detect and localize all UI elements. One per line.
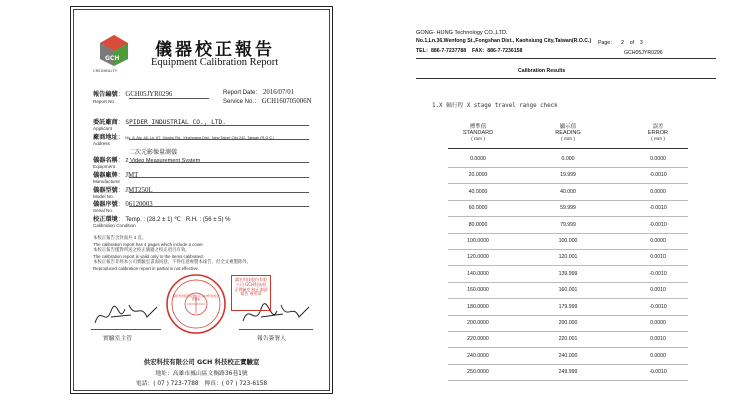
table-cell-standard: 160.0000 — [467, 287, 489, 294]
table-row-rule — [448, 315, 688, 316]
footer-address: 地址：高雄市鳳山區文衡路36巷1號 — [155, 371, 248, 377]
table-cell-reading: 79.999 — [560, 221, 576, 228]
table-cell-error: 0.0010 — [650, 254, 666, 261]
model-label-en: Model No. — [93, 194, 114, 199]
report-date-row: Report Date： 2016/07/01 — [223, 89, 294, 96]
table-row-rule — [448, 380, 688, 381]
page-of: of — [629, 40, 635, 46]
signature-left-icon — [91, 299, 161, 329]
page-total: 3 — [639, 40, 643, 46]
note-pages-zh: 本校正報告含封面共 — [93, 236, 133, 241]
rh-value: (56 ± 5) % — [202, 217, 231, 223]
square-stamp-icon — [231, 275, 271, 311]
service-no-row: Service No.： GCH160705006N — [223, 98, 312, 105]
fax-value: 886-7-7236158 — [487, 48, 523, 54]
note-pages-en: The calibration report has — [93, 241, 143, 247]
header-rule — [416, 58, 716, 59]
signature-left-line — [91, 329, 161, 330]
gch-logo-icon — [97, 33, 131, 67]
address-value: No. 8, Aly. 48, Ln. 67, Xinshu Rd., Xinzhuang Dist., New Taipei City 242, Taiwan (R.O.C.) — [125, 136, 275, 140]
col-head-reading — [538, 124, 598, 143]
table-cell-standard: 180.0000 — [467, 303, 489, 310]
rh-label: R.H. : — [185, 217, 202, 223]
manufacturer-underline — [129, 177, 309, 178]
table-row-rule — [448, 200, 688, 201]
temp-label: Temp. : — [125, 217, 146, 223]
table-cell-standard: 220.0000 — [467, 336, 489, 343]
address-label-zh: 廠商地址 — [93, 134, 118, 141]
table-cell-error: 0.0010 — [650, 287, 666, 294]
applicant-row: 委託廠商： SPIDER INDUSTRIAL CO., LTD. — [93, 119, 227, 126]
report-company: GONG- HUNG Technology CO.,LTD. — [416, 30, 508, 36]
applicant-label-en: Applicant — [93, 126, 112, 131]
report-no-label-zh: 報告編號 — [93, 91, 118, 98]
table-cell-standard: 60.0000 — [468, 205, 488, 212]
table-cell-error: 0.0000 — [650, 188, 666, 195]
report-no-label-en: Report No. — [93, 99, 116, 104]
results-rule — [416, 78, 716, 79]
model-underline — [129, 192, 309, 193]
round-seal-icon — [165, 273, 227, 335]
table-row-rule — [448, 167, 688, 168]
certificate-title-en: Equipment Calibration Report — [151, 57, 279, 68]
table-row-rule — [448, 331, 688, 332]
col-error-zh: 誤差 — [652, 124, 664, 130]
equipment-underline — [129, 162, 309, 163]
note-pages-en-end: pages which include a cover. — [147, 241, 204, 247]
page-label: Page： — [598, 40, 616, 46]
col-error-en: ERROR — [647, 130, 669, 137]
note-pages-count-zh: 4 — [133, 235, 137, 240]
table-row-rule — [448, 183, 688, 184]
report-no-value: GCH05JYR0296 — [125, 91, 173, 98]
serial-label-en: Serial No. — [93, 208, 114, 213]
applicant-value: SPIDER INDUSTRIAL CO., LTD. — [125, 119, 227, 126]
table-row-rule — [448, 282, 688, 283]
col-standard-zh: 標準值 — [469, 124, 487, 130]
address-underline — [129, 139, 309, 140]
table-cell-reading: 40.000 — [560, 188, 576, 195]
note-valid-zh: 本校正報告僅對所送之校正儀器之校正項目有效。 — [93, 248, 190, 253]
table-cell-standard: 120.0000 — [467, 254, 489, 261]
condition-label-zh: 校正環境 — [93, 216, 118, 223]
col-head-error — [628, 124, 688, 143]
note-valid-en: The calibration report is valid only to the items calibrated. — [93, 253, 204, 259]
table-row-rule — [448, 249, 688, 250]
serial-label-zh: 儀器序號 — [93, 201, 118, 208]
col-standard-en: STANDARD — [462, 130, 494, 137]
table-cell-reading: 139.999 — [558, 270, 578, 277]
address-row: 廠商地址： No. 8, Aly. 48, Ln. 67, Xinshu Rd., Xinzhuang Dist., New Taipei City 242, Taiwan (R.O.C.) — [93, 134, 275, 141]
table-row-rule — [448, 216, 688, 217]
table-row-rule — [448, 265, 688, 266]
signature-right-line — [239, 329, 313, 330]
tel-value: 886-7-7237788 — [431, 48, 467, 54]
report-address: No.1,Ln.36,Wenfong St.,Fongshan Dist., Kaohsiung City,Taiwan(R.O.C.) — [416, 38, 592, 44]
table-cell-standard: 80.0000 — [468, 221, 488, 228]
table-cell-reading: 0.000 — [561, 156, 575, 162]
manufacturer-label-en: Manufacturer — [93, 179, 121, 184]
col-standard-unit: ( mm ) — [471, 137, 485, 143]
table-cell-standard: 0.0000 — [470, 156, 486, 162]
address-label-en: Address — [93, 141, 110, 146]
equipment-value-zh-text: 二次元影像量測儀 — [129, 149, 178, 156]
table-top-rule — [448, 148, 688, 149]
table-cell-standard: 140.0000 — [467, 270, 489, 277]
table-cell-error: -0.0010 — [649, 369, 667, 376]
applicant-label-zh: 委託廠商 — [93, 119, 118, 126]
table-cell-reading: 179.999 — [558, 303, 578, 310]
condition-label-en: Calibration Condition — [93, 223, 136, 228]
report-contact — [416, 47, 522, 54]
footer-company: 供宏科技有限公司 GCH 科技校正實驗室 — [143, 358, 260, 366]
table-cell-error: -0.0010 — [649, 221, 667, 228]
page-indicator — [598, 39, 643, 46]
report-no-underline — [129, 98, 209, 99]
table-cell-standard: 250.0000 — [467, 369, 489, 376]
temp-value: (28.2 ± 1) ℃ — [146, 217, 181, 223]
equipment-label-zh: 儀器名稱 — [93, 157, 118, 164]
table-row-rule — [448, 233, 688, 234]
report-date-label: Report Date — [223, 90, 256, 96]
col-reading-zh: 顯示值 — [559, 124, 577, 130]
page-current: 2 — [621, 40, 624, 46]
report-no-row: 報告編號： GCH05JYR0296 — [93, 91, 173, 98]
certificate-title-zh: 儀器校正報告 — [155, 40, 275, 60]
equipment-value-en: 2 Video Measurement System — [125, 158, 201, 164]
col-error-unit: ( mm ) — [651, 137, 665, 143]
table-cell-standard: 100.0000 — [467, 238, 489, 244]
square-stamp-text: 鎮宏科技股份有限公司 GCH科技校正實驗室 校正測試報告 專用章 — [234, 277, 268, 297]
table-cell-error: -0.0010 — [649, 205, 667, 212]
logo-caption: CREDIBILITY — [93, 69, 118, 73]
table-cell-standard: 40.0000 — [468, 188, 488, 195]
table-row-rule — [448, 347, 688, 348]
applicant-underline — [129, 125, 309, 126]
serial-underline — [129, 206, 309, 207]
table-cell-reading: 240.000 — [558, 352, 578, 359]
table-cell-standard: 240.0000 — [467, 352, 489, 359]
table-cell-error: -0.0010 — [649, 172, 667, 179]
signer-left-caption: 實驗室主管 — [103, 336, 132, 342]
table-cell-error: 0.0000 — [650, 238, 666, 244]
table-cell-error: 0.0000 — [650, 320, 666, 326]
serial-value: 06120003 — [125, 201, 153, 208]
note-reproduce-en: Reproduced calibration report in partial is not effective. — [93, 265, 200, 271]
table-cell-error: -0.0010 — [649, 303, 667, 310]
table-cell-reading: 120.001 — [558, 254, 578, 261]
condition-row: 校正環境： Temp. : (28.2 ± 1) ℃ R.H. : (56 ± 5) % — [93, 216, 231, 223]
table-row-rule — [448, 364, 688, 365]
table-cell-reading: 160.001 — [558, 287, 578, 294]
col-reading-unit: ( mm ) — [561, 137, 575, 143]
table-cell-standard: 200.0000 — [467, 320, 489, 326]
section-title: 1.X 軸行程 X stage travel range check — [432, 103, 558, 109]
table-cell-reading: 200.000 — [558, 320, 578, 326]
note-pages-count-en: 4 — [144, 241, 147, 247]
serial-row: 儀器序號： 06120003 — [93, 201, 153, 208]
fax-label: FAX： — [471, 48, 488, 54]
round-seal-text: 鎮宏科技股份有限公司 GCH科技校正實驗室 — [172, 294, 220, 302]
manufacturer-value: JMT — [125, 172, 139, 179]
note-pages — [93, 235, 251, 271]
table-cell-error: -0.0010 — [649, 270, 667, 277]
calibration-certificate — [70, 6, 333, 394]
calibration-results-page — [388, 8, 742, 394]
results-title: Calibration Results — [518, 68, 566, 74]
col-head-standard — [448, 124, 508, 143]
manufacturer-label-zh: 儀器廠牌 — [93, 172, 118, 179]
col-reading-en: READING — [555, 130, 581, 137]
report-date-value: 2016/07/01 — [263, 89, 294, 96]
page-report-no: GCH05JYR0296 — [624, 50, 663, 56]
table-cell-reading: 249.999 — [558, 369, 578, 376]
table-cell-reading: 19.999 — [560, 172, 576, 179]
table-row-rule — [448, 298, 688, 299]
model-label-zh: 儀器型號 — [93, 187, 118, 194]
svg-text:GCH: GCH — [105, 55, 120, 62]
table-cell-reading: 59.999 — [560, 205, 576, 212]
signer-right-caption: 報告簽署人 — [257, 336, 286, 342]
table-cell-reading: 220.001 — [558, 336, 578, 343]
equipment-label-en: Equipment — [93, 164, 115, 169]
table-cell-error: 0.0000 — [650, 156, 666, 162]
service-no-value: GCH160705006N — [261, 98, 312, 105]
service-no-label: Service No. — [223, 99, 255, 105]
note-pages-zh-end: 頁。 — [137, 236, 147, 241]
table-cell-error: 0.0010 — [650, 336, 666, 343]
tel-label: TEL： — [416, 48, 431, 54]
table-cell-standard: 20.0000 — [468, 172, 488, 179]
table-cell-error: 0.0000 — [650, 352, 666, 359]
table-cell-reading: 100.000 — [558, 238, 578, 244]
footer-phone: 電話：( 07 ) 723-7788 傳真：( 07 ) 723-6158 — [135, 381, 268, 387]
note-reproduce-zh: 本校正報告非經本公司實驗室書面同意，不得任意複製本報告，但全文複製除外。 — [93, 260, 252, 265]
model-value: JMT250L — [125, 187, 153, 194]
equipment-row: 儀器名稱： 2 Video Measurement System — [93, 157, 201, 164]
manufacturer-row: 儀器廠牌： JMT — [93, 172, 139, 179]
model-row: 儀器型號： JMT250L — [93, 187, 153, 194]
